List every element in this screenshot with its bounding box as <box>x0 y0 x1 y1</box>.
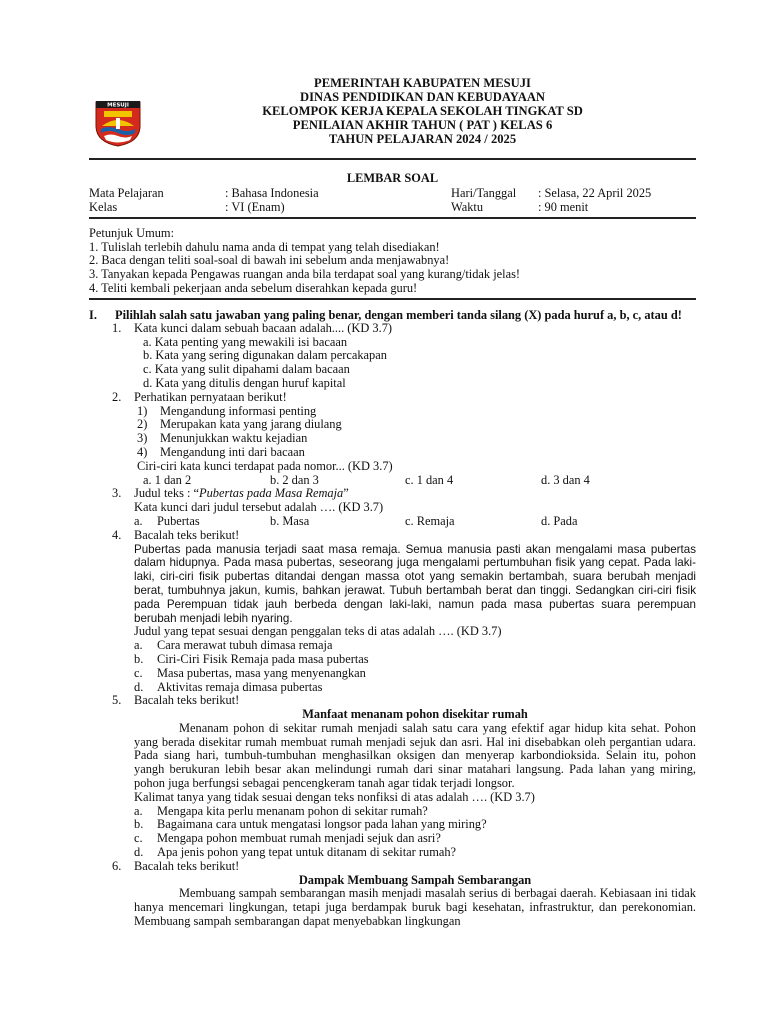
exam-meta <box>89 187 696 215</box>
reading-passage: Menanam pohon di sekitar rumah menjadi salah satu cara yang efektif agar hidup kita sehat. Pohon yang berada disekitar rumah membuat rumah menjadi sejuk dan asri. Hal ini disebabkan oleh pergantian udara. Pada siang hari, tumbuh-tumbuhan menghasilkan oksigen dan menyerap karbondioksida. Selain itu, pohon yangh berukuran lebih besar akan melindungi rumah dari sinar matahari langsung. Pada lahan yang miring, pohon juga berfungsi sebagai pencengkeram tanah agar tidak terjadi longsor. <box>134 720 696 791</box>
subject-label: Mata Pelajaran <box>89 185 164 200</box>
reading-passage: Pubertas pada manusia terjadi saat masa remaja. Semua manusia pasti akan mengalami masa pubertas dalam hidupnya. Pada masa pubertas, seseorang juga mengalami pertumbuhan fisik yang cepat. Pada laki-laki, ciri-ciri fisik pubertas ditandai dengan massa otot yang semakin bertambah, suara berubah menjadi berat, tumbuhnya jakun, kumis, bahkan jerawat. Tubuh bertambah berat dan tinggi. Sedangkan ciri-ciri fisik pada Perempuan tidak jauh berbeda dengan laki-laki, namun pada masa pubertas suara perempuan berubah menjadi lebih nyaring. <box>134 542 696 625</box>
answer-option-c: c. Remaja <box>405 513 455 528</box>
question-1 <box>89 322 696 336</box>
subject-value: : Bahasa Indonesia <box>225 185 319 200</box>
question-text: Perhatikan pernyataan berikut! <box>134 389 287 404</box>
letterhead-text <box>149 76 696 146</box>
answer-option-d: d. Kata yang ditulis dengan huruf kapital <box>143 375 346 390</box>
reading-passage: Membuang sampah sembarangan masih menjadi masalah serius di berbagai daerah. Kebiasaan ini tidak hanya mencemari lingkungan, tetapi juga berdampak buruk bagi kesehatan, infrastruktur, dan perekonomian. Membuang sampah sembarangan dapat menyebabkan lingkungan <box>134 886 696 929</box>
answer-option-d: d. 3 dan 4 <box>541 472 590 487</box>
header-line-assessment: PENILAIAN AKHIR TAHUN ( PAT ) KELAS 6 <box>292 118 553 132</box>
question-number: 3. <box>112 486 122 501</box>
answer-option-d: d. Pada <box>541 513 578 528</box>
question-prompt: Judul yang tepat sesuai dengan penggalan teks di atas adalah …. (KD 3.7) <box>134 624 502 639</box>
answer-option-a: a. 1 dan 2 <box>143 472 192 487</box>
statement-item: 3) Menunjukkan waktu kejadian <box>137 431 308 446</box>
question-text-prefix: Judul teks : “ <box>134 486 200 501</box>
date-value: : Selasa, 22 April 2025 <box>538 185 652 200</box>
question-text: Kata kunci dalam sebuah bacaan adalah.... (KD 3.7) <box>134 320 393 335</box>
answer-option-a: Pubertas <box>157 513 200 528</box>
instruction-item: 3. Tanyakan kepada Pengawas ruangan anda bila terdapat soal yang kurang/tidak jelas! <box>89 267 521 282</box>
answer-option-a: a. Kata penting yang mewakili isi bacaan <box>143 334 348 349</box>
question-prompt: Kalimat tanya yang tidak sesuai dengan teks nonfiksi di atas adalah …. (KD 3.7) <box>134 789 535 804</box>
header-line-academic-year: TAHUN PELAJARAN 2024 / 2025 <box>328 132 517 146</box>
passage-title: Pubertas pada Masa Remaja <box>199 486 344 501</box>
class-value: : VI (Enam) <box>225 199 285 214</box>
question-4 <box>89 529 696 543</box>
header-divider <box>89 158 696 160</box>
svg-text:MESUJI: MESUJI <box>107 102 129 109</box>
header-line-government: PEMERINTAH KABUPATEN MESUJI <box>314 76 531 90</box>
question-text: Bacalah teks berikut! <box>134 527 240 542</box>
question-number: 2. <box>112 389 122 404</box>
header-line-department: DINAS PENDIDIKAN DAN KEBUDAYAAN <box>299 90 546 104</box>
answer-option-b: b. Ciri-Ciri Fisik Remaja pada masa pubertas <box>134 651 369 666</box>
statement-item: 2) Merupakan kata yang jarang diulang <box>137 417 342 432</box>
instruction-item: 1. Tulislah terlebih dahulu nama anda di tempat yang telah disediakan! <box>89 239 440 254</box>
question-number: 1. <box>112 320 122 335</box>
answer-option-b: b. 2 dan 3 <box>270 472 319 487</box>
mesuji-regency-emblem <box>92 96 144 148</box>
answer-option-b: b. Masa <box>270 513 310 528</box>
letterhead <box>89 76 696 156</box>
section-instruction: Pilihlah salah satu jawaban yang paling benar, dengan memberi tanda silang (X) pada huruf a, b, c, atau d! <box>115 307 682 322</box>
question-number: 6. <box>112 858 122 873</box>
answer-option-c: c. 1 dan 4 <box>405 472 454 487</box>
instruction-item: 4. Teliti kembali pekerjaan anda sebelum diserahkan kepada guru! <box>89 280 418 295</box>
question-3: 3. Judul teks : “Pubertas pada Masa Remaja” <box>112 486 349 501</box>
answer-option-a-letter: a. <box>134 513 143 528</box>
general-instructions <box>89 227 696 296</box>
passage-title: Dampak Membuang Sampah Sembarangan <box>298 872 532 887</box>
passage-title: Manfaat menanam pohon disekitar rumah <box>302 707 528 722</box>
section-number: I. <box>89 307 97 322</box>
statement-item: 4) Mengandung inti dari bacaan <box>137 444 305 459</box>
answer-option-c: c. Kata yang sulit dipahami dalam bacaan <box>143 362 350 377</box>
answer-option-c: c. Masa pubertas, masa yang menyenangkan <box>134 665 366 680</box>
answer-option-b: b. Bagaimana cara untuk mengatasi longsor pada lahan yang miring? <box>134 817 487 832</box>
time-value: : 90 menit <box>538 199 589 214</box>
question-text: Bacalah teks berikut! <box>134 858 240 873</box>
question-prompt: Ciri-ciri kata kunci terdapat pada nomor... (KD 3.7) <box>137 458 393 473</box>
question-prompt: Kata kunci dari judul tersebut adalah …. (KD 3.7) <box>134 500 384 515</box>
answer-option-a: a. Mengapa kita perlu menanam pohon di sekitar rumah? <box>134 803 428 818</box>
instruction-item: 2. Baca dengan teliti soal-soal di bawah ini sebelum anda menjawabnya! <box>89 253 450 268</box>
question-2 <box>89 391 696 405</box>
time-label: Waktu <box>451 199 484 214</box>
question-number: 4. <box>112 527 122 542</box>
answer-options-row <box>89 515 696 529</box>
answer-option-d: d. Aktivitas remaja dimasa pubertas <box>134 679 323 694</box>
section-multiple-choice <box>89 308 696 322</box>
answer-options-row <box>89 474 696 488</box>
header-line-working-group: KELOMPOK KERJA KEPALA SEKOLAH TINGKAT SD <box>262 104 583 118</box>
answer-option-b: b. Kata yang sering digunakan dalam percakapan <box>143 348 387 363</box>
question-6 <box>89 860 696 874</box>
question-text: Bacalah teks berikut! <box>134 693 240 708</box>
class-label: Kelas <box>89 199 118 214</box>
instructions-divider <box>89 298 696 300</box>
question-number: 5. <box>112 693 122 708</box>
sheet-title: LEMBAR SOAL <box>346 171 439 185</box>
date-label: Hari/Tanggal <box>451 185 517 200</box>
meta-divider <box>89 217 696 219</box>
statement-item: 1) Mengandung informasi penting <box>137 403 317 418</box>
answer-option-c: c. Mengapa pohon membuat rumah menjadi sejuk dan asri? <box>134 831 441 846</box>
question-5 <box>89 694 696 708</box>
instructions-title: Petunjuk Umum: <box>89 225 175 240</box>
answer-option-d: d. Apa jenis pohon yang tepat untuk ditanam di sekitar rumah? <box>134 845 457 860</box>
answer-option-a: a. Cara merawat tubuh dimasa remaja <box>134 638 333 653</box>
exam-sheet <box>89 76 696 929</box>
